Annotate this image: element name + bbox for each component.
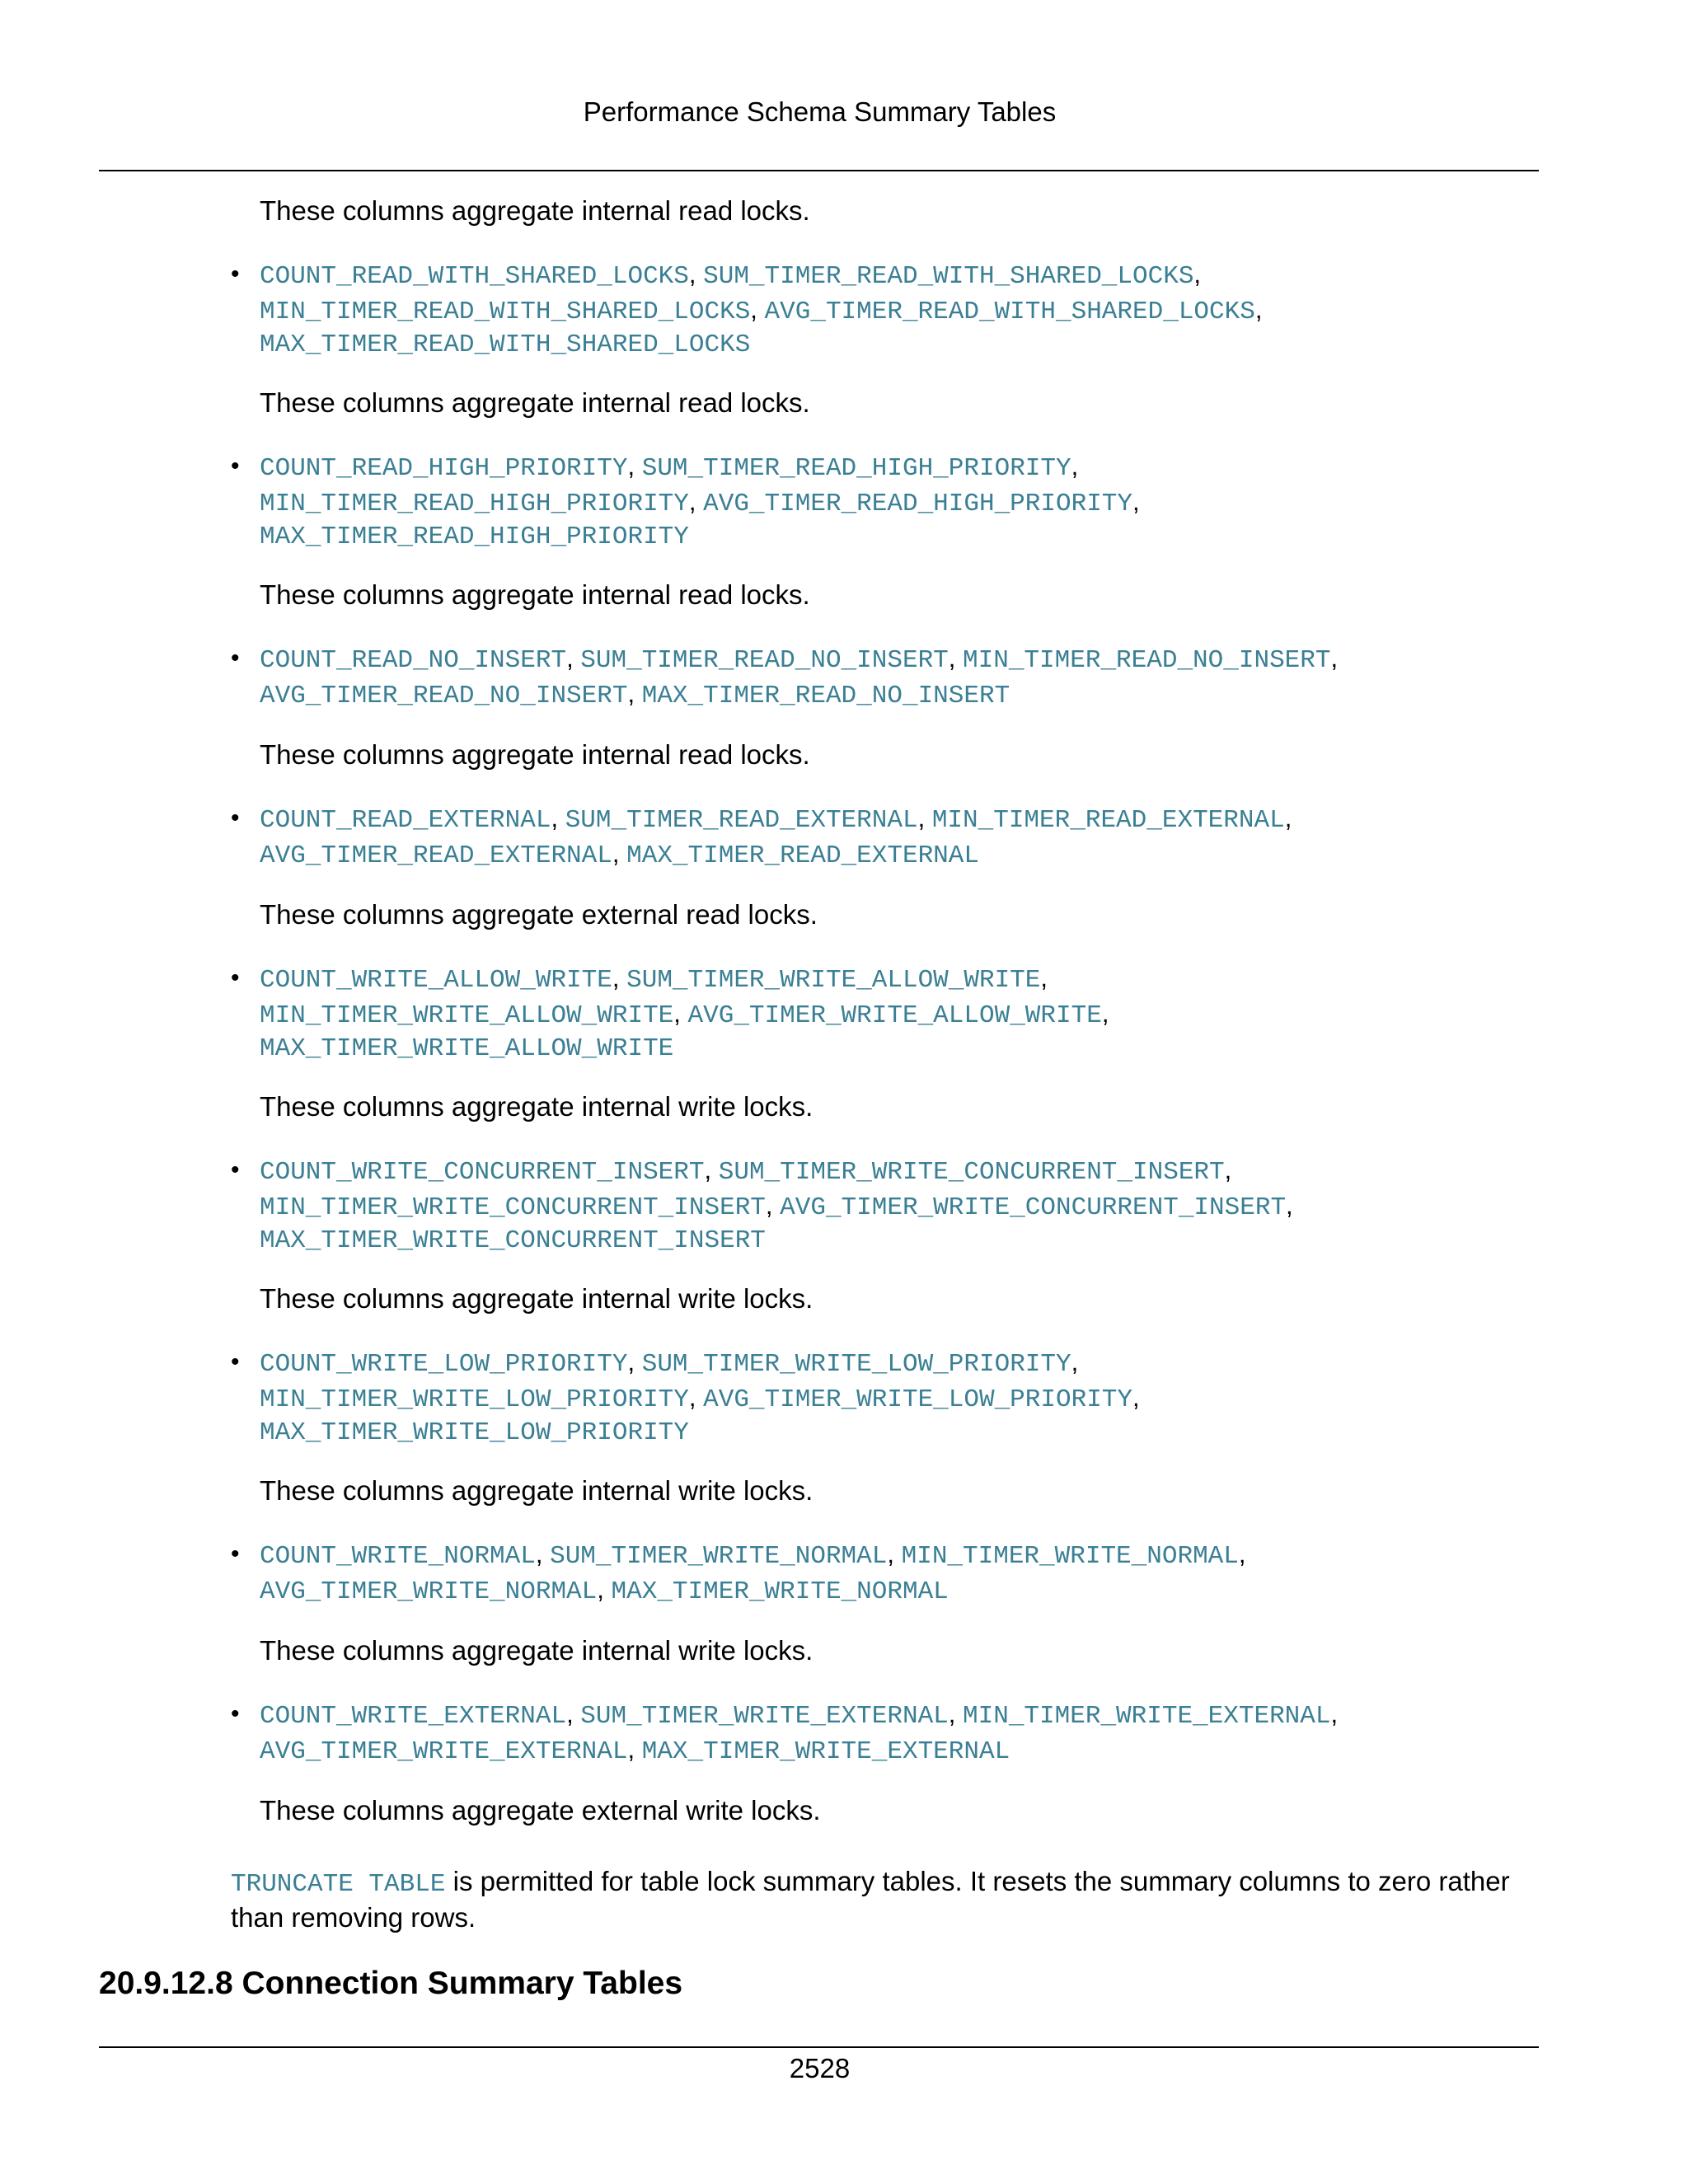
section-heading: 20.9.12.8 Connection Summary Tables	[99, 1966, 683, 2001]
list-item	[231, 1346, 1550, 1450]
page-number: 2528	[789, 2053, 851, 2083]
column-line: COUNT_READ_HIGH_PRIORITY, SUM_TIMER_READ_HIGH_PRIORITY,	[260, 452, 1079, 483]
column-name: MIN_TIMER_READ_NO_INSERT	[963, 646, 1331, 675]
bullet-icon: •	[231, 964, 240, 991]
column-line	[260, 1225, 1550, 1258]
column-name: COUNT_WRITE_ALLOW_WRITE	[260, 966, 612, 995]
truncate-paragraph	[231, 1865, 1550, 1934]
column-name: MAX_TIMER_WRITE_ALLOW_WRITE	[260, 1034, 674, 1063]
column-name: AVG_TIMER_WRITE_CONCURRENT_INSERT	[780, 1193, 1287, 1222]
column-name: SUM_TIMER_WRITE_ALLOW_WRITE	[626, 966, 1041, 995]
column-line: AVG_TIMER_WRITE_EXTERNAL, MAX_TIMER_WRITE_EXTERNAL	[260, 1735, 1010, 1766]
column-line: COUNT_WRITE_CONCURRENT_INSERT, SUM_TIMER_WRITE_CONCURRENT_INSERT,	[260, 1155, 1232, 1187]
column-line: COUNT_READ_NO_INSERT, SUM_TIMER_READ_NO_INSERT, MIN_TIMER_READ_NO_INSERT,	[260, 644, 1339, 675]
column-line: COUNT_WRITE_ALLOW_WRITE, SUM_TIMER_WRITE_ALLOW_WRITE,	[260, 963, 1048, 995]
list-item	[231, 642, 1550, 713]
column-description: These columns aggregate internal read locks.	[260, 579, 810, 610]
truncate-table-code: TRUNCATE TABLE	[231, 1870, 446, 1899]
bullet-icon: •	[231, 644, 240, 672]
column-names	[260, 1698, 1550, 1769]
column-name: AVG_TIMER_WRITE_LOW_PRIORITY	[703, 1385, 1133, 1414]
column-name: AVG_TIMER_WRITE_NORMAL	[260, 1577, 598, 1606]
column-name: MIN_TIMER_WRITE_ALLOW_WRITE	[260, 1001, 674, 1030]
column-name: COUNT_READ_HIGH_PRIORITY	[260, 454, 628, 483]
column-name: SUM_TIMER_WRITE_CONCURRENT_INSERT	[718, 1158, 1225, 1187]
list-item	[231, 802, 1550, 873]
column-line: MIN_TIMER_WRITE_LOW_PRIORITY, AVG_TIMER_WRITE_LOW_PRIORITY,	[260, 1383, 1140, 1414]
column-name: COUNT_WRITE_EXTERNAL	[260, 1702, 567, 1731]
column-names	[260, 1346, 1550, 1450]
list-item	[231, 962, 1550, 1066]
column-description: These columns aggregate internal write locks.	[260, 1475, 814, 1506]
column-name: MAX_TIMER_READ_NO_INSERT	[641, 682, 1010, 710]
column-names	[260, 642, 1550, 713]
column-name: MIN_TIMER_WRITE_NORMAL	[901, 1542, 1239, 1571]
list-item	[231, 258, 1550, 362]
bullet-icon: •	[231, 1156, 240, 1183]
bullet-icon: •	[231, 452, 240, 480]
column-name: MIN_TIMER_READ_EXTERNAL	[931, 806, 1285, 835]
column-name: COUNT_READ_WITH_SHARED_LOCKS	[260, 262, 689, 291]
column-line: COUNT_WRITE_EXTERNAL, SUM_TIMER_WRITE_EXTERNAL, MIN_TIMER_WRITE_EXTERNAL,	[260, 1699, 1339, 1731]
column-line: AVG_TIMER_READ_NO_INSERT, MAX_TIMER_READ_NO_INSERT	[260, 679, 1010, 710]
column-name: MAX_TIMER_WRITE_NORMAL	[611, 1577, 949, 1606]
column-name: MAX_TIMER_READ_EXTERNAL	[626, 841, 979, 870]
column-line: MIN_TIMER_WRITE_CONCURRENT_INSERT, AVG_TIMER_WRITE_CONCURRENT_INSERT,	[260, 1191, 1293, 1222]
column-line	[260, 1417, 1550, 1450]
column-name: SUM_TIMER_WRITE_LOW_PRIORITY	[641, 1350, 1071, 1379]
column-names	[260, 1538, 1550, 1609]
column-name: COUNT_WRITE_CONCURRENT_INSERT	[260, 1158, 705, 1187]
column-name: AVG_TIMER_READ_NO_INSERT	[260, 682, 628, 710]
column-name: MAX_TIMER_WRITE_CONCURRENT_INSERT	[260, 1226, 766, 1255]
column-names	[260, 258, 1550, 362]
column-line: AVG_TIMER_WRITE_NORMAL, MAX_TIMER_WRITE_NORMAL	[260, 1575, 949, 1606]
column-name: SUM_TIMER_WRITE_NORMAL	[550, 1542, 888, 1571]
column-name: MIN_TIMER_WRITE_CONCURRENT_INSERT	[260, 1193, 766, 1222]
column-name: COUNT_READ_EXTERNAL	[260, 806, 551, 835]
column-line: MIN_TIMER_READ_WITH_SHARED_LOCKS, AVG_TIMER_READ_WITH_SHARED_LOCKS,	[260, 295, 1263, 326]
bullet-icon: •	[231, 260, 240, 288]
list-item	[231, 1538, 1550, 1609]
column-description: These columns aggregate internal write locks.	[260, 1635, 814, 1666]
column-name: MIN_TIMER_WRITE_LOW_PRIORITY	[260, 1385, 689, 1414]
column-name: AVG_TIMER_WRITE_EXTERNAL	[260, 1737, 628, 1766]
column-line: COUNT_READ_WITH_SHARED_LOCKS, SUM_TIMER_READ_WITH_SHARED_LOCKS,	[260, 260, 1202, 291]
column-line: MIN_TIMER_WRITE_ALLOW_WRITE, AVG_TIMER_WRITE_ALLOW_WRITE,	[260, 999, 1109, 1030]
column-name: AVG_TIMER_READ_EXTERNAL	[260, 841, 612, 870]
page-header-title: Performance Schema Summary Tables	[583, 96, 1057, 127]
column-names	[260, 1154, 1550, 1258]
column-names	[260, 962, 1550, 1066]
list-item	[231, 450, 1550, 554]
list-item	[231, 1154, 1550, 1258]
column-names	[260, 450, 1550, 554]
column-name: MAX_TIMER_WRITE_LOW_PRIORITY	[260, 1418, 689, 1447]
column-description: These columns aggregate internal write locks.	[260, 1283, 814, 1314]
column-name: MAX_TIMER_READ_HIGH_PRIORITY	[260, 523, 689, 551]
column-line: COUNT_WRITE_LOW_PRIORITY, SUM_TIMER_WRITE_LOW_PRIORITY,	[260, 1347, 1079, 1379]
column-name: SUM_TIMER_READ_NO_INSERT	[580, 646, 949, 675]
column-description: These columns aggregate external write locks.	[260, 1795, 821, 1825]
column-name: MIN_TIMER_READ_HIGH_PRIORITY	[260, 490, 689, 518]
column-name: SUM_TIMER_READ_HIGH_PRIORITY	[641, 454, 1071, 483]
column-description: These columns aggregate internal read locks.	[260, 739, 810, 770]
intro-description: These columns aggregate internal read locks.	[260, 195, 810, 226]
column-line: MIN_TIMER_READ_HIGH_PRIORITY, AVG_TIMER_READ_HIGH_PRIORITY,	[260, 487, 1140, 518]
column-name: MAX_TIMER_READ_WITH_SHARED_LOCKS	[260, 330, 751, 359]
column-description: These columns aggregate internal write locks.	[260, 1091, 814, 1122]
column-names	[260, 802, 1550, 873]
column-name: MIN_TIMER_WRITE_EXTERNAL	[963, 1702, 1331, 1731]
bullet-icon: •	[231, 1700, 240, 1727]
bullet-icon: •	[231, 1348, 240, 1376]
footer-rule	[99, 2046, 1539, 2048]
header-rule	[99, 170, 1539, 171]
column-name: SUM_TIMER_READ_EXTERNAL	[565, 806, 918, 835]
column-name: AVG_TIMER_READ_HIGH_PRIORITY	[703, 490, 1133, 518]
column-name: COUNT_WRITE_NORMAL	[260, 1542, 536, 1571]
column-name: COUNT_READ_NO_INSERT	[260, 646, 567, 675]
column-name: SUM_TIMER_WRITE_EXTERNAL	[580, 1702, 949, 1731]
column-description: These columns aggregate internal read locks.	[260, 387, 810, 418]
bullet-icon: •	[231, 804, 240, 832]
column-name: AVG_TIMER_READ_WITH_SHARED_LOCKS	[764, 298, 1255, 326]
column-line: AVG_TIMER_READ_EXTERNAL, MAX_TIMER_READ_EXTERNAL	[260, 839, 979, 870]
column-line: COUNT_WRITE_NORMAL, SUM_TIMER_WRITE_NORMAL, MIN_TIMER_WRITE_NORMAL,	[260, 1540, 1246, 1571]
column-name: AVG_TIMER_WRITE_ALLOW_WRITE	[687, 1001, 1102, 1030]
column-line	[260, 1033, 1550, 1066]
bullet-icon: •	[231, 1540, 240, 1568]
truncate-paragraph-text: is permitted for table lock summary tables. It resets the summary columns to zero rather than removing rows.	[231, 1866, 1510, 1933]
column-name: MIN_TIMER_READ_WITH_SHARED_LOCKS	[260, 298, 751, 326]
column-name: SUM_TIMER_READ_WITH_SHARED_LOCKS	[703, 262, 1194, 291]
column-line	[260, 521, 1550, 554]
list-item	[231, 1698, 1550, 1769]
column-name: COUNT_WRITE_LOW_PRIORITY	[260, 1350, 628, 1379]
column-description: These columns aggregate external read locks.	[260, 899, 818, 930]
column-line	[260, 329, 1550, 362]
column-line: COUNT_READ_EXTERNAL, SUM_TIMER_READ_EXTERNAL, MIN_TIMER_READ_EXTERNAL,	[260, 804, 1292, 835]
column-name: MAX_TIMER_WRITE_EXTERNAL	[641, 1737, 1010, 1766]
